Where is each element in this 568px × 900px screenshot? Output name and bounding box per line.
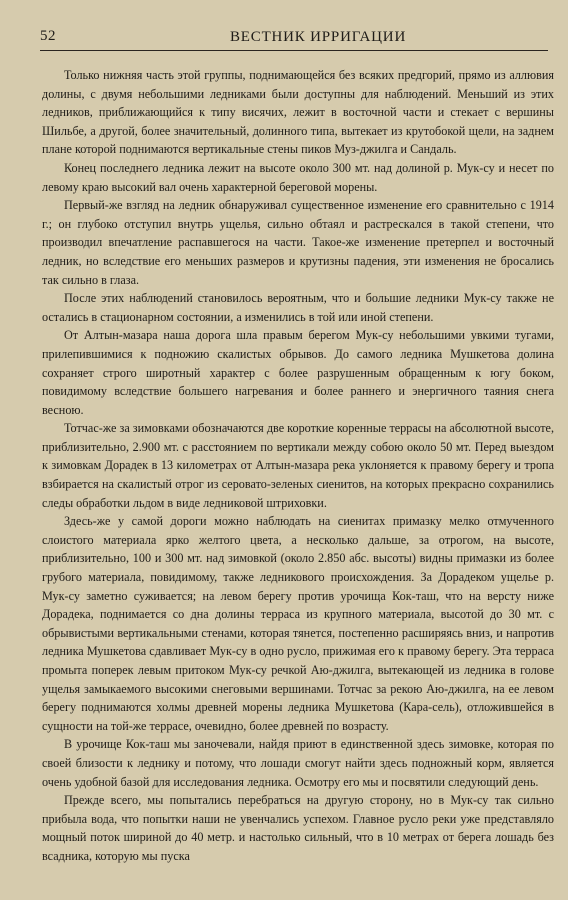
- paragraph: Первый-же взгляд на ледник обнаруживал существенное изменение его сравнительно с 1914 г.; он глубоко отступил внутрь ущелья, сильно обтаял и растрескался в такой степени, что производил впечатление распавшегося на части. Такое-же изменение претерпел и восточный ледник, но вследствие его меньших размеров и крутизны падения, эти изменения не бросались так сильно в глаза.: [42, 198, 554, 287]
- paragraph: В урочище Кок-таш мы заночевали, найдя приют в единственной здесь зимовке, которая по своей близости к леднику и потому, что лошади смогут найти здесь подножный корм, является очень удобной базой для исследования ледника. Осмотру его мы и посвятили следующий день.: [42, 737, 554, 789]
- paragraph: Прежде всего, мы попытались перебраться на другую сторону, но в Мук-су так сильно прибыла вода, что попытки наши не увенчались успехом. Главное русло реки уже представляло мощный поток шириной до 40 метр. и настолько сильный, что в 10 метрах от берега лошадь без всадника, которую мы пуска: [42, 793, 554, 863]
- journal-title: ВЕСТНИК ИРРИГАЦИИ: [230, 29, 407, 45]
- paragraph: После этих наблюдений становилось вероятным, что и большие ледники Мук-су также не остались в стационарном состоянии, а изменились в той или иной степени.: [42, 291, 554, 324]
- paragraph: Здесь-же у самой дороги можно наблюдать на сиенитах примазку мелко отмученного слоистого материала ярко желтого цвета, а несколько дальше, за отрогом, на высоте, приблизительно, 100 и 300 мт. над зимовкой (около 2.850 абс. высоты) видны примазки из более грубого материала, повидимому, также ледникового происхождения. За Дорадеком ущелье р. Мук-су заметно суживается; на левом берегу против урочища Кок-таш, что на версту ниже Дорадека, поднимается со дна долины терраса из крупного материала, высотой до 30 мт. с обрывистыми вертикальными стенами, которая тянется, постепенно расширяясь вниз, и напротив ледника Мушкетова сдавливает Мук-су в одно русло, прижимая его к правому берегу. Эта терраса промыта поперек левым притоком Мук-су речкой Аю-джилга, вытекающей из ледника в голове ущелья замыкаемого высокими снеговыми вершинами. Тотчас за рекою Аю-джилга, на ее левом берегу поднимаются холмы древней морены ледника Мушкетова (Кара-сель), отложившейся в сущности на той-же террасе, очевидно, более древней по возрасту.: [42, 514, 554, 733]
- page-number: 52: [40, 28, 56, 44]
- paragraph: Тотчас-же за зимовками обозначаются две короткие коренные террасы на абсолютной высоте, приблизительно, 2.900 мт. с расстоянием по вертикали между собою около 50 мт. Перед выездом к зимовкам Дорадек в 13 километрах от Алтын-мазара река уклоняется к правому берегу и тропа взбирается на скалистый отрог из серовато-зеленых сиенитов, на которых прекрасно сохранились следы обработки льдом в виде ледниковой штриховки.: [42, 421, 554, 510]
- body-text: [42, 66, 554, 866]
- paragraph: Конец последнего ледника лежит на высоте около 300 мт. над долиной р. Мук-су и несет по левому краю высокий вал очень характерной береговой морены.: [42, 160, 554, 194]
- paragraph: От Алтын-мазара наша дорога шла правым берегом Мук-су небольшими увкими тугами, прилепившимися к подножию скалистых обрывов. До самого ледника Мушкетова долина сохраняет строго широтный характер с более разрушенным обращенным к югу боком, повидимому вследствие большего нагревания и более раннего и энергичного таяния снега весною.: [42, 328, 554, 417]
- paragraph: Только нижняя часть этой группы, поднимающейся без всяких предгорий, прямо из аллювия долины, с двумя небольшими ледниками были доступны для наблюдений. Меньший из этих ледников, приближающийся к типу висячих, лежит в восточной части и стекает с вершины Шильбе, а другой, более значительный, долинного типа, вытекает из крутобокой щели, на заднем плане которой поднимаются вертикальные стены пиков Муз-джилга и Сандаль.: [42, 68, 554, 157]
- page-header: [40, 26, 548, 51]
